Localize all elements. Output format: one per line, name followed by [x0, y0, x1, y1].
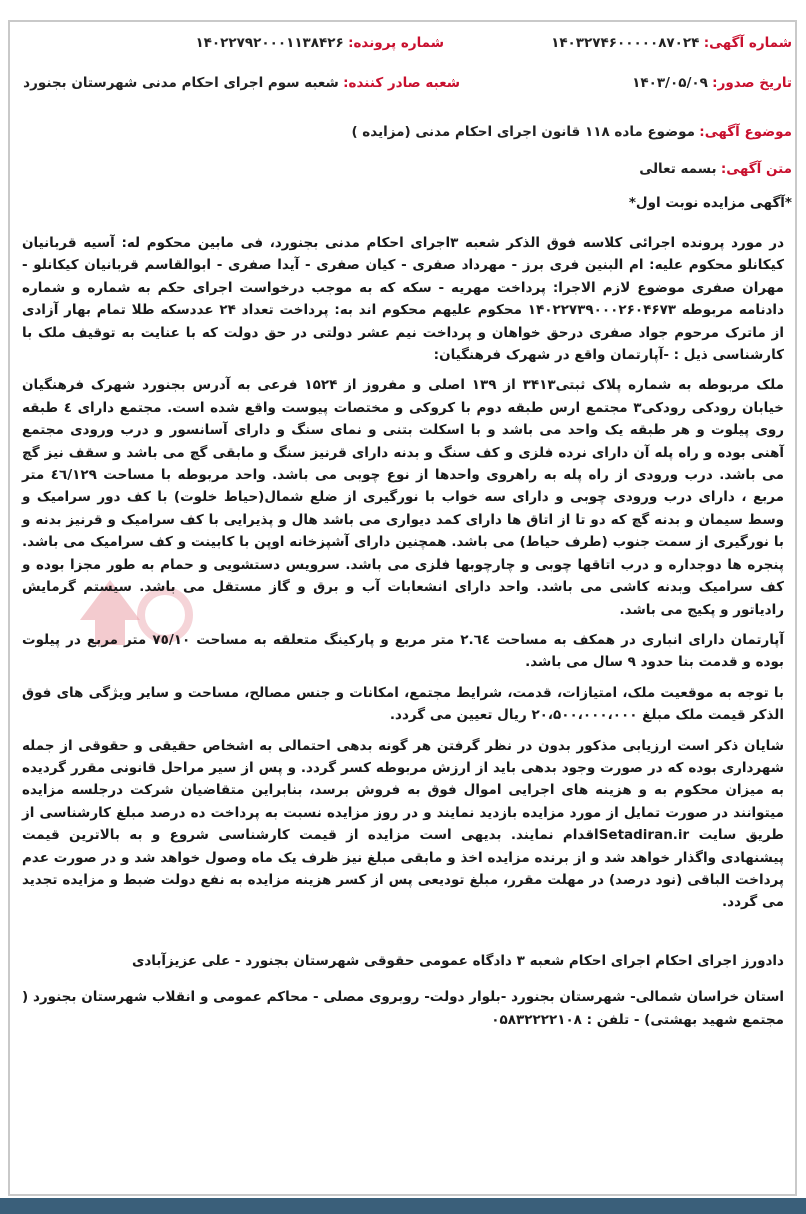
- ad-number-row: [551, 34, 792, 52]
- bottom-strip: [0, 1198, 806, 1214]
- body-text: [22, 232, 784, 1031]
- subject-label: موضوع آگهی:: [699, 124, 792, 140]
- issue-date-label: تاریخ صدور:: [712, 75, 792, 91]
- paragraph-parties: در مورد پرونده اجرائی کلاسه فوق الذکر شعبه ۳اجرای احکام مدنی بجنورد، فی مابین محکوم له: آسیه قربانیان کیکانلو محکوم علیه: ام البنین فری برز - مهرداد صفری - کیان صفری - آیدا صفری - ابوالقاسم قربانیان کیکانلو - مهران صفری موضوع لازم الاجرا: پرداخت مهریه - سکه که به موجب درخواست اجرای حکم به شماره و شماره دادنامه مربوطه ۱۴۰۲۲۷۳۹۰۰۰۲۶۰۴۶۷۳ محکوم علیهم محکوم اند به: پرداخت تعداد ۲۴ عددسکه طلا تمام بهار آزادی از ماترک مرحوم جواد صفری درحق خواهان و پرداخت نیم عشر دولتی در حق دولت که با عنایت به توقیف ملک با کارشناسی ذیل : -آپارتمان واقع در شهرک فرهنگیان:: [22, 235, 784, 364]
- subject-row: [351, 123, 792, 141]
- issuer-label: شعبه صادر کننده:: [343, 75, 460, 91]
- signature: دادورز اجرای احکام اجرای احکام شعبه ۳ دادگاه عمومی حقوقی شهرستان بجنورد - علی عزیزآبادی: [131, 952, 784, 969]
- paragraph-conditions: شایان ذکر است ارزیابی مذکور بدون در نظر گرفتن هر گونه بدهی احتمالی به اشخاص حقیقی و حقوقی از جمله شهرداری بوده که در صورت وجود بدهی باید از ارزش مربوطه کسر گردد. و پس از سیر مراحل قانونی مقرر گردیده به میزان محکوم به و هزینه های اجرایی اموال فوق به فروش برسد، بنابراین متقاضیان شرکت درجلسه مزایده میتوانند در صورت تمایل از مورد مزایده بازدید نمایند و در روز مزایده نسبت به پرداخت ده درصد مبلغ کارشناسی از طریق سایت Setadiran.irاقدام نمایند. بدیهی است مزایده از قیمت کارشناسی شروع و به بالاترین قیمت پیشنهادی واگذار خواهد شد و از برنده مزایده اخذ و مابقی مبلغ نیز ظرف یک ماه وصول خواهد شد و در صورت عدم پرداخت الباقی (نود درصد) در مهلت مقرر، مبلغ تودیعی پس از کسر هزینه مزایده به نفع دولت ضبط و مزایده تجدید می گردد.: [22, 737, 784, 911]
- paragraph-price: با توجه به موقعیت ملک، امتیازات، قدمت، شرایط مجتمع، امکانات و جنس مصالح، مساحت و سایر ویژگی های فوق الذکر قیمت ملک مبلغ ۲۰،۵۰۰،۰۰۰،۰۰۰ ریال تعیین می گردد.: [22, 684, 784, 724]
- issuer-row: [23, 74, 460, 92]
- issue-date-row: [632, 74, 792, 92]
- ad-number: ۱۴۰۳۲۷۴۶۰۰۰۰۰۸۷۰۲۴: [551, 35, 700, 51]
- issue-date: ۱۴۰۳/۰۵/۰۹: [632, 75, 708, 91]
- paragraph-storage: آپارتمان دارای انباری در همکف به مساحت ۲.٦٤ متر مربع و پارکینگ متعلقه به مساحت ۷٥/۱۰ متر مربع در پیلوت بوده و قدمت بنا حدود ۹ سال می باشد.: [22, 631, 784, 671]
- ad-number-label: شماره آگهی:: [703, 35, 792, 51]
- paragraph-property: ملک مربوطه به شماره پلاک ثبتی۳۴۱۳ از ۱۳۹ اصلی و مفروز از ۱۵۲۴ فرعی به آدرس بجنورد شهرک فرهنگیان خیابان رودکی رودکی۳ مجتمع ارس طبقه دوم با کروکی و مختصات پیوست واقع شده است. مجتمع دارای ٤ طبقه روی پیلوت و هر طبقه یک واحد می باشد و با اسکلت بتنی و نمای سنگ و دارای آسانسور و درب ورودی مجتمع آهنی بوده و راه پله آن دارای نرده فلزی و کف سنگ و بدنه دارای قرنیز سنگ و مابقی گچ می باشد و سقف نیز گچ می باشد. درب ورودی از راه پله به راهروی واحدها از نوع چوبی می باشد. واحد مربوطه با مساحت ٤٦/۱۲۹ متر مربع ، دارای درب ورودی چوبی و دارای سه خواب با نورگیری از ضلع شمال(حیاط خلوت) با کف دور سرامیک و وسط سیمان و بدنه گچ که دو تا از اتاق ها دارای کمد دیواری می باشد هال و پذیرایی با کف سرامیک و قرنیز بدنه و با نورگیری از سمت جنوب (طرف حیاط) می باشد. همچنین دارای آشپزخانه اوپن با کابینت و کف سرامیک می باشد. پنجره ها دوجداره و درب اتاقها چوبی و چارچوبها فلزی می باشد. سرویس دستشویی و حمام به طور مجزا بوده و کف سرامیک وبدنه کاشی می باشد. واحد دارای انشعابات آب و برق و گاز مستقل می باشد. سیستم گرمایش رادیاتور و پکیج می باشد.: [22, 377, 784, 618]
- case-number: ۱۴۰۲۲۷۹۲۰۰۰۱۱۳۸۴۲۶: [195, 35, 344, 51]
- text-intro-value: بسمه تعالی: [639, 161, 717, 177]
- case-number-row: [195, 34, 444, 52]
- text-intro-label: متن آگهی:: [720, 161, 792, 177]
- text-intro-row: [639, 160, 792, 178]
- issuer: شعبه سوم اجرای احکام مدنی شهرستان بجنورد: [23, 75, 339, 91]
- subject-value: موضوع ماده ۱۱۸ قانون اجرای احکام مدنی (مزایده ): [351, 124, 695, 140]
- address: استان خراسان شمالی- شهرستان بجنورد -بلوار دولت- روبروی مصلی - محاکم عمومی و انقلاب شهرستان بجنورد ( مجتمع شهید بهشتی) - تلفن : ۰۵۸۳۲۲۲۲۱۰۸: [22, 989, 784, 1028]
- case-number-label: شماره پرونده:: [348, 35, 444, 51]
- heading: *آگهی مزایده نوبت اول*: [628, 195, 792, 211]
